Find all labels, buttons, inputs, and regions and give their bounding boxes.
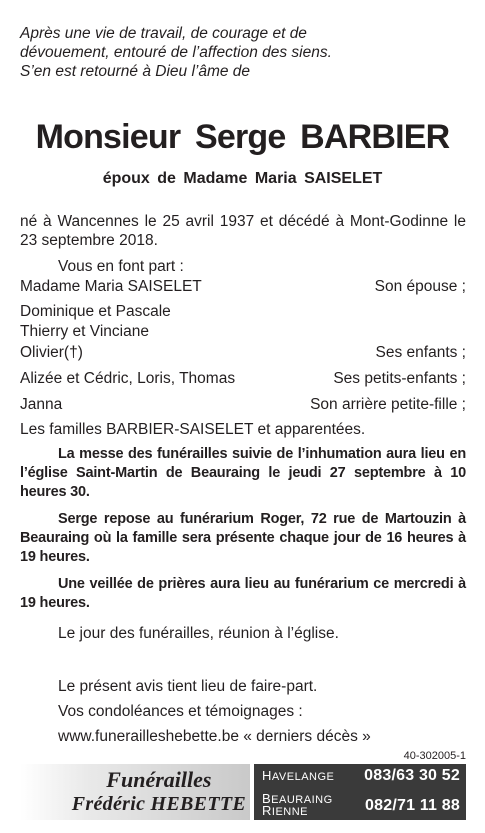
intro-text [20,24,470,81]
families-line: Les familles BARBIER-SAISELET et apparentées. [20,421,366,438]
deceased-name: Monsieur Serge BARBIER [35,118,450,156]
vigil-paragraph: Une veillée de prières aura lieu au funérarium ce mercredi à 19 heures. [20,576,466,611]
phone-rienne[interactable]: 082/71 11 88 [365,797,460,814]
family-role: Ses enfants ; [375,344,466,361]
intro-line-3: S’en est retourné à Dieu l’âme de [20,63,251,80]
family-name: Dominique et Pascale [20,303,171,320]
family-name: Janna [20,396,63,413]
intro-line-1: Après une vie de travail, de courage et de [20,25,307,42]
family-row [20,369,466,388]
family-name: Alizée et Cédric, Loris, Thomas [20,370,236,387]
family-role: Ses petits-enfants ; [333,370,466,387]
location-label: BEAURAING [262,791,333,806]
notice-line: Le présent avis tient lieu de faire-part. [58,678,318,695]
family-row [20,395,466,414]
location-label: RIENNE [262,803,309,818]
location-label: HAVELANGE [262,768,335,783]
family-row [20,343,466,362]
contact-block [254,764,466,820]
family-name: Thierry et Vinciane [20,323,149,340]
funeral-home-banner [20,764,466,820]
phone-havelange[interactable]: 083/63 30 52 [364,767,460,784]
family-role: Son épouse ; [374,278,466,295]
family-row [20,277,466,296]
birth-death-info: né à Wancennes le 25 avril 1937 et décédé à Mont-Godinne le 23 septembre 2018. [20,213,466,249]
company-block [20,764,250,820]
funeral-home-paragraph: Serge repose au funérarium Roger, 72 rue de Martouzin à Beauraing où la famille sera présente chaque jour de 16 heures à 19 heures. [20,511,466,565]
mass-paragraph: La messe des funérailles suivie de l’inhumation aura lieu en l’église Saint-Martin de Beauraing le jeudi 27 septembre à 10 heures 30. [20,446,466,500]
reference-number: 40-302005-1 [403,750,466,762]
family-role: Son arrière petite-fille ; [310,396,466,413]
company-line-2: Frédéric HEBETTE [71,793,246,815]
location-havelange [262,770,334,783]
announce-line: Vous en font part : [58,258,184,275]
website-link[interactable]: www.funerailleshebette.be « derniers décès » [58,728,371,745]
intro-line-2: dévouement, entouré de l’affection des siens. [20,44,332,61]
family-row [20,302,466,321]
company-name [72,768,246,816]
family-name: Madame Maria SAISELET [20,278,202,295]
company-line-1: Funérailles [106,767,212,792]
family-name: Olivier(†) [20,344,83,361]
meeting-line: Le jour des funérailles, réunion à l’église. [58,625,339,642]
family-row [20,322,466,341]
spouse-line: époux de Madame Maria SAISELET [102,170,383,187]
location-rienne [262,805,308,818]
condolences-line: Vos condoléances et témoignages : [58,703,303,720]
